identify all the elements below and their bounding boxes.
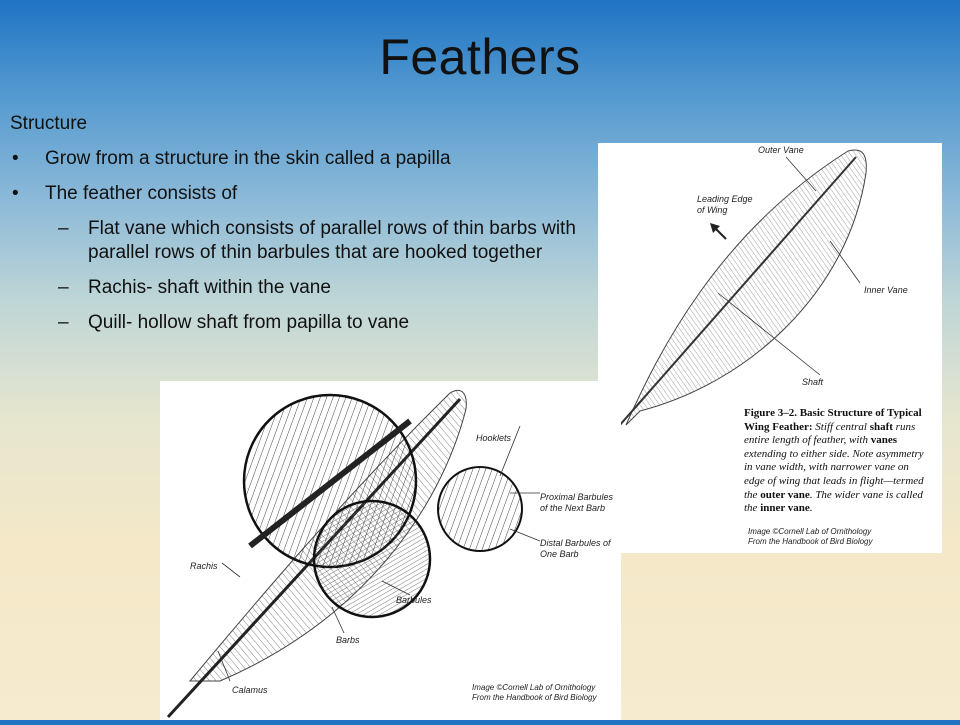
credit-line: From the Handbook of Bird Biology: [472, 693, 597, 702]
image-credit: [472, 683, 597, 703]
caption-title: Figure 3–2. Basic Structure of Typical Wing Feather:: [744, 407, 922, 433]
sub-bullet-text: Flat vane which consists of parallel rows of thin barbs with parallel rows of thin barbules that are hooked together: [88, 218, 576, 263]
calamus-label: Calamus: [232, 685, 268, 695]
sub-bullet-item: [10, 311, 590, 335]
distal-barbules-label-line2: One Barb: [540, 549, 579, 559]
credit-line: Image ©Cornell Lab of Ornithology: [472, 683, 596, 692]
proximal-barbules-label: Proximal Barbules: [540, 492, 614, 502]
dash-mark: –: [58, 277, 69, 298]
distal-barbules-label: Distal Barbules of: [540, 538, 611, 548]
rachis-label: Rachis: [190, 561, 218, 571]
inner-vane-label: Inner Vane: [864, 285, 908, 295]
credit-line: From the Handbook of Bird Biology: [748, 537, 873, 546]
shaft-label: Shaft: [802, 377, 824, 387]
leading-edge-label-line2: of Wing: [697, 205, 728, 215]
caption-text: extending to either side. Note asymmetry in vane width, with narrower vane on edge of wing that leads in flight—termed the: [744, 447, 924, 501]
outer-vane-label: Outer Vane: [758, 145, 804, 155]
arrow-icon: [710, 223, 726, 239]
proximal-barbules-label-line2: of the Next Barb: [540, 503, 606, 513]
caption-text: . The wider vane is called the: [744, 488, 923, 515]
leading-edge-label: Leading Edge: [697, 194, 753, 204]
caption-text: .: [809, 502, 813, 515]
barbs-label: Barbs: [336, 635, 360, 645]
caption-text: runs entire length of feather, with: [744, 420, 916, 447]
bullet-mark: •: [12, 183, 19, 204]
bullet-text: The feather consists of: [45, 183, 238, 204]
wing-feather-figure: [598, 143, 942, 553]
dash-mark: –: [58, 218, 69, 239]
figure-caption: [744, 407, 932, 516]
caption-bold: outer vane: [760, 488, 810, 501]
slide-title: Feathers: [379, 29, 581, 85]
dash-mark: –: [58, 312, 69, 333]
caption-text: Stiff central: [815, 420, 867, 433]
credit-line: Image ©Cornell Lab of Ornithology: [748, 527, 872, 536]
caption-bold: inner vane: [760, 502, 810, 515]
bullet-text: Grow from a structure in the skin called a papilla: [45, 148, 451, 169]
bullet-item: [10, 147, 590, 171]
feather-structure-figure: [160, 381, 621, 720]
magnified-barbules-circle: [438, 467, 522, 551]
sub-bullet-item: [10, 217, 590, 265]
sub-bullet-text: Rachis- shaft within the vane: [88, 277, 331, 298]
slide-body: [10, 112, 590, 346]
bullet-mark: •: [12, 148, 19, 169]
barbules-label: Barbules: [396, 595, 432, 605]
caption-bold: shaft: [869, 420, 893, 433]
caption-bold: vanes: [870, 434, 897, 447]
structure-heading: Structure: [10, 113, 88, 134]
sub-bullet-item: [10, 276, 590, 300]
image-credit: [748, 527, 873, 547]
bullet-item: [10, 182, 590, 206]
hooklets-label: Hooklets: [476, 433, 512, 443]
sub-bullet-text: Quill- hollow shaft from papilla to vane: [88, 312, 410, 333]
